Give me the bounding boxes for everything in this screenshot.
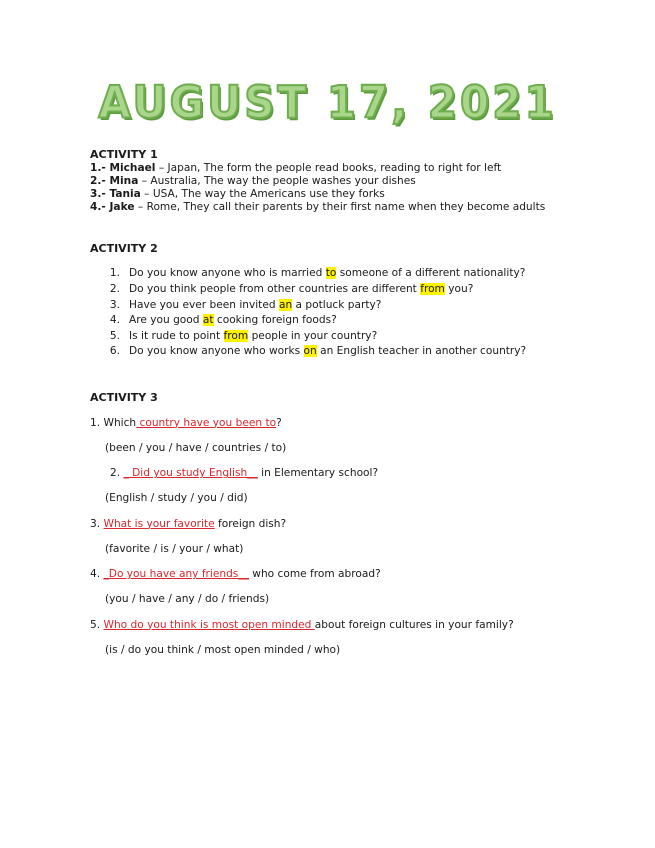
activity-2-heading: ACTIVITY 2 [90, 241, 158, 255]
question-text: an English teacher in another country? [316, 345, 527, 358]
item-number: 1. [109, 267, 120, 280]
question-2 [90, 467, 610, 480]
question-text: Do you know anyone who is married [129, 267, 326, 280]
list-item [90, 330, 610, 346]
answer-text: _ Did you study English__ [123, 467, 258, 480]
question-prefix: 4. [90, 568, 104, 581]
item-text: – USA, The way the Americans use they forks [140, 188, 385, 201]
item-text: – Australia, The way the people washes your dishes [138, 174, 416, 187]
question-suffix: ? [276, 416, 282, 429]
activity-1-item [90, 175, 610, 188]
question-suffix: who come from abroad? [248, 568, 381, 581]
activity-2-list [90, 267, 610, 361]
question-5 [90, 619, 610, 632]
question-text: Is it rude to point [129, 329, 224, 342]
word-hint: (English / study / you / did) [105, 492, 248, 505]
answer-text: _Do you have any friends__ [103, 568, 249, 581]
highlighted-word: from [420, 283, 445, 296]
question-text: cooking foreign foods? [213, 314, 337, 327]
list-item [90, 299, 610, 315]
word-hint: (been / you / have / countries / to) [105, 441, 287, 454]
item-number: 4. [109, 314, 120, 327]
highlighted-word: to [325, 267, 337, 280]
item-number: 6. [109, 345, 120, 358]
question-text: someone of a different nationality? [336, 267, 526, 280]
question-text: Have you ever been invited [129, 298, 279, 311]
question-text: people in your country? [248, 329, 378, 342]
item-label: 3.- Tania [90, 188, 141, 201]
item-label: 2.- Mina [90, 174, 139, 187]
item-number: 3. [109, 298, 120, 311]
answer-text: country have you been to [136, 416, 277, 429]
activity-1-section [90, 148, 610, 215]
item-label: 1.- Michael [90, 161, 156, 174]
list-item [90, 314, 610, 330]
list-item [90, 283, 610, 299]
item-number: 5. [109, 329, 120, 342]
question-prefix: 1. Which [90, 416, 137, 429]
item-text: – Rome, They call their parents by their first name when they become adults [134, 201, 546, 214]
question-prefix: 3. [90, 517, 104, 530]
worksheet-content [90, 148, 610, 657]
activity-3-section [90, 391, 610, 657]
word-hint: (is / do you think / most open minded / who) [105, 643, 341, 656]
question-text: Do you think people from other countries are different [129, 283, 421, 296]
question-3 [90, 518, 610, 531]
question-text: a potluck party? [292, 298, 382, 311]
activity-3-heading: ACTIVITY 3 [90, 391, 158, 404]
list-item [90, 345, 610, 361]
list-item [90, 267, 610, 283]
highlighted-word: on [303, 345, 317, 358]
activity-1-item [90, 162, 610, 175]
word-hint: (you / have / any / do / friends) [105, 593, 270, 606]
question-prefix: 2. [110, 467, 124, 480]
activity-2-section [90, 242, 610, 361]
answer-text: What is your favorite [103, 517, 215, 530]
question-prefix: 5. [90, 618, 104, 631]
activity-1-heading: ACTIVITY 1 [90, 148, 158, 161]
item-label: 4.- Jake [90, 201, 135, 214]
question-text: Are you good [129, 314, 203, 327]
question-text: you? [444, 283, 474, 296]
item-text: – Japan, The form the people read books, reading to right for left [155, 161, 502, 174]
question-4 [90, 568, 610, 581]
activity-1-item [90, 188, 610, 201]
activity-1-item [90, 201, 610, 214]
question-suffix: about foreign cultures in your family? [314, 618, 514, 631]
question-suffix: foreign dish? [214, 517, 287, 530]
question-suffix: in Elementary school? [257, 467, 379, 480]
item-number: 2. [109, 283, 120, 296]
highlighted-word: an [278, 298, 293, 311]
answer-text: Who do you think is most open minded [103, 618, 315, 631]
highlighted-word: from [223, 329, 249, 342]
question-1 [90, 417, 610, 430]
page-title: AUGUST 17, 2021 [98, 76, 557, 129]
highlighted-word: at [202, 314, 214, 327]
question-text: Do you know anyone who works [129, 345, 304, 358]
word-hint: (favorite / is / your / what) [105, 542, 244, 555]
